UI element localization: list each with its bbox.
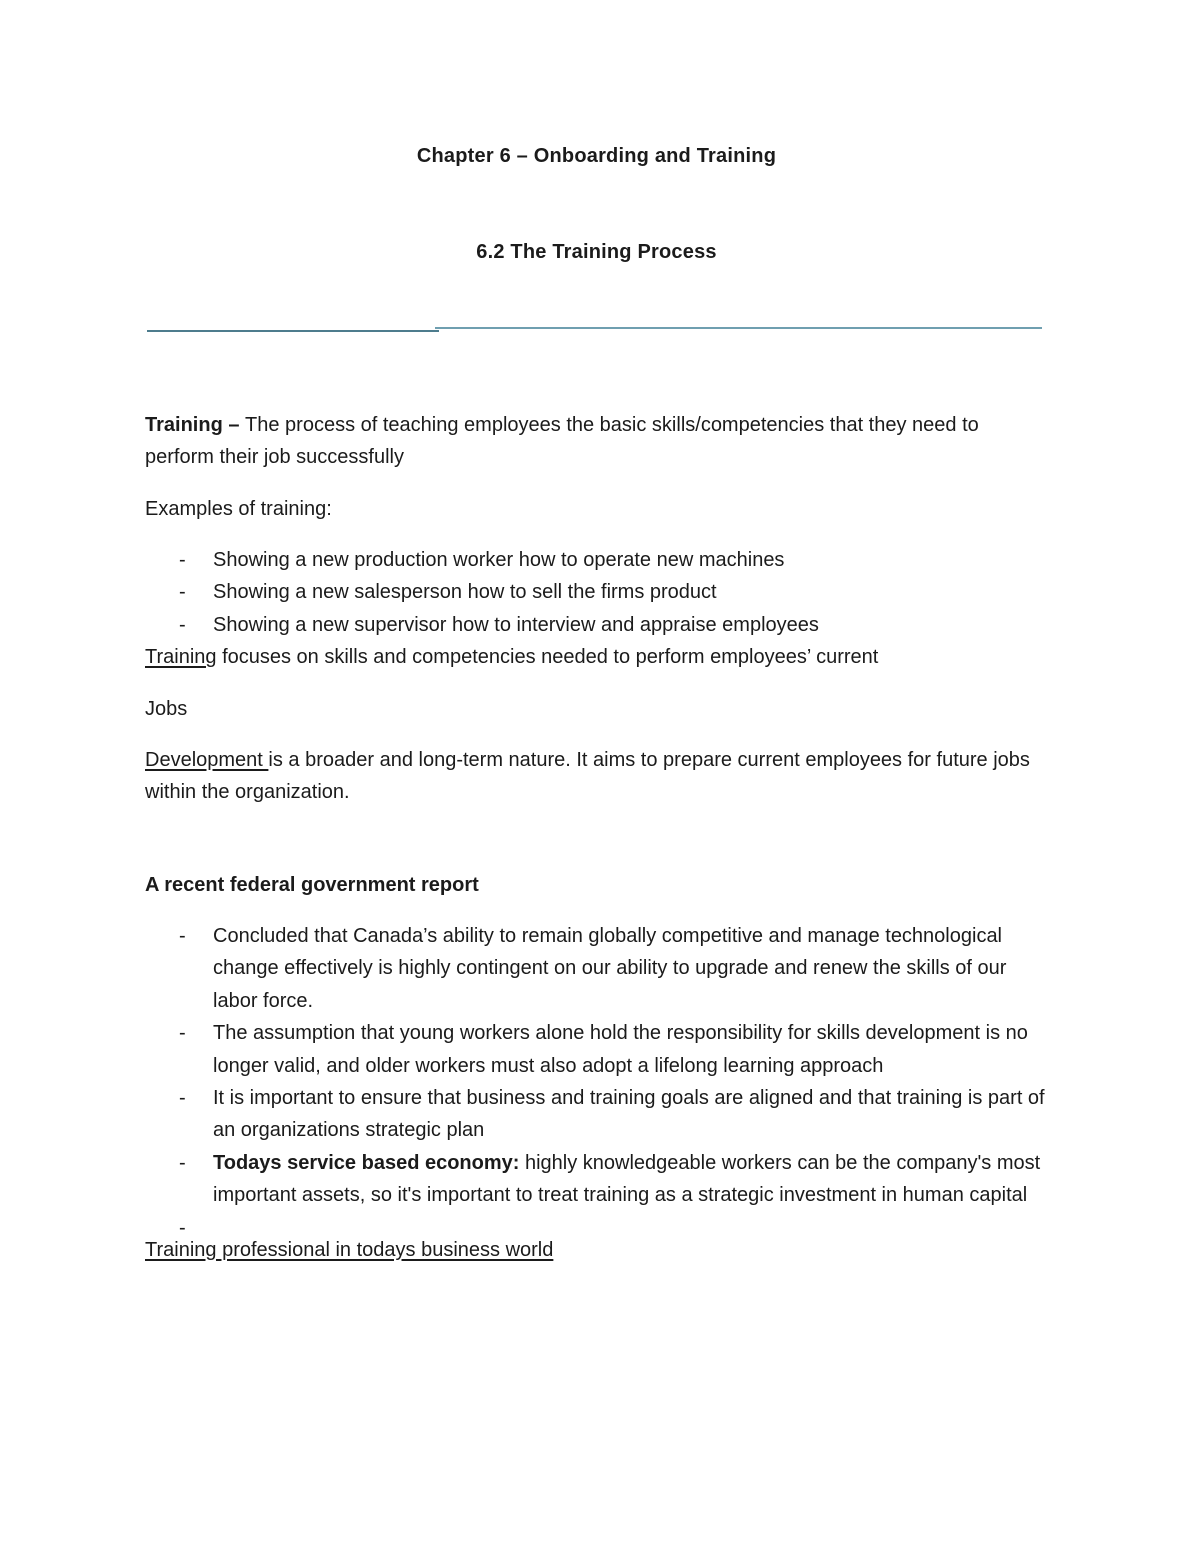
list-item-text: highly knowledgeable workers can be the company's most important assets, so it's important to treat training as a strategic investment in human capital [213,1151,1041,1207]
list-item [145,544,1048,576]
training-definition-text: The process of teaching employees the basic skills/competencies that they need to perform their job successfully [145,413,979,469]
list-item-text: The assumption that young workers alone hold the responsibility for skills development is no longer valid, and older workers must also adopt a lifelong learning approach [213,1022,1028,1077]
list-item [145,1147,1048,1212]
development-text: is a broader and long-term nature. It aims to prepare current employees for future jobs within the organization. [145,748,1030,804]
list-item [145,609,1048,641]
horizontal-rule-right-segment [435,327,1042,329]
training-focus-text: focuses on skills and competencies needed to perform employees’ current [216,646,879,669]
page-title: Chapter 6 – Onboarding and Training [416,145,777,167]
list-item [145,576,1048,608]
training-definition-paragraph [145,409,1048,474]
horizontal-rule [145,325,1048,335]
development-paragraph [145,744,1048,809]
report-list [145,920,1048,1212]
list-item-text: It is important to ensure that business and training goals are aligned and that training is part of an organizations strategic plan [213,1087,1045,1142]
list-item-text: Showing a new salesperson how to sell the firms product [213,581,717,604]
list-item [145,1017,1048,1082]
report-heading: A recent federal government report [145,873,479,896]
examples-list [145,544,1048,641]
training-term: Training – [145,413,246,436]
list-item-text: Concluded that Canada’s ability to remain globally competitive and manage technological change effectively is highly contingent on our ability to upgrade and renew the skills of our labor force. [213,925,1007,1012]
training-professional-heading: Training professional in todays business world [145,1238,554,1261]
examples-intro: Examples of training: [145,497,332,520]
jobs-line: Jobs [145,697,188,720]
training-focus-paragraph [145,641,1048,673]
training-underlined-term: Training [145,646,217,669]
list-item-bold-lead: Todays service based economy: [213,1151,525,1174]
list-item [145,1082,1048,1147]
list-item [145,920,1048,1017]
development-underlined-term: Development [145,748,269,771]
list-item-text: Showing a new production worker how to operate new machines [213,548,785,571]
section-subtitle: 6.2 The Training Process [476,241,717,264]
horizontal-rule-left-segment [147,330,439,332]
list-item-text: Showing a new supervisor how to interview and appraise employees [213,613,819,636]
